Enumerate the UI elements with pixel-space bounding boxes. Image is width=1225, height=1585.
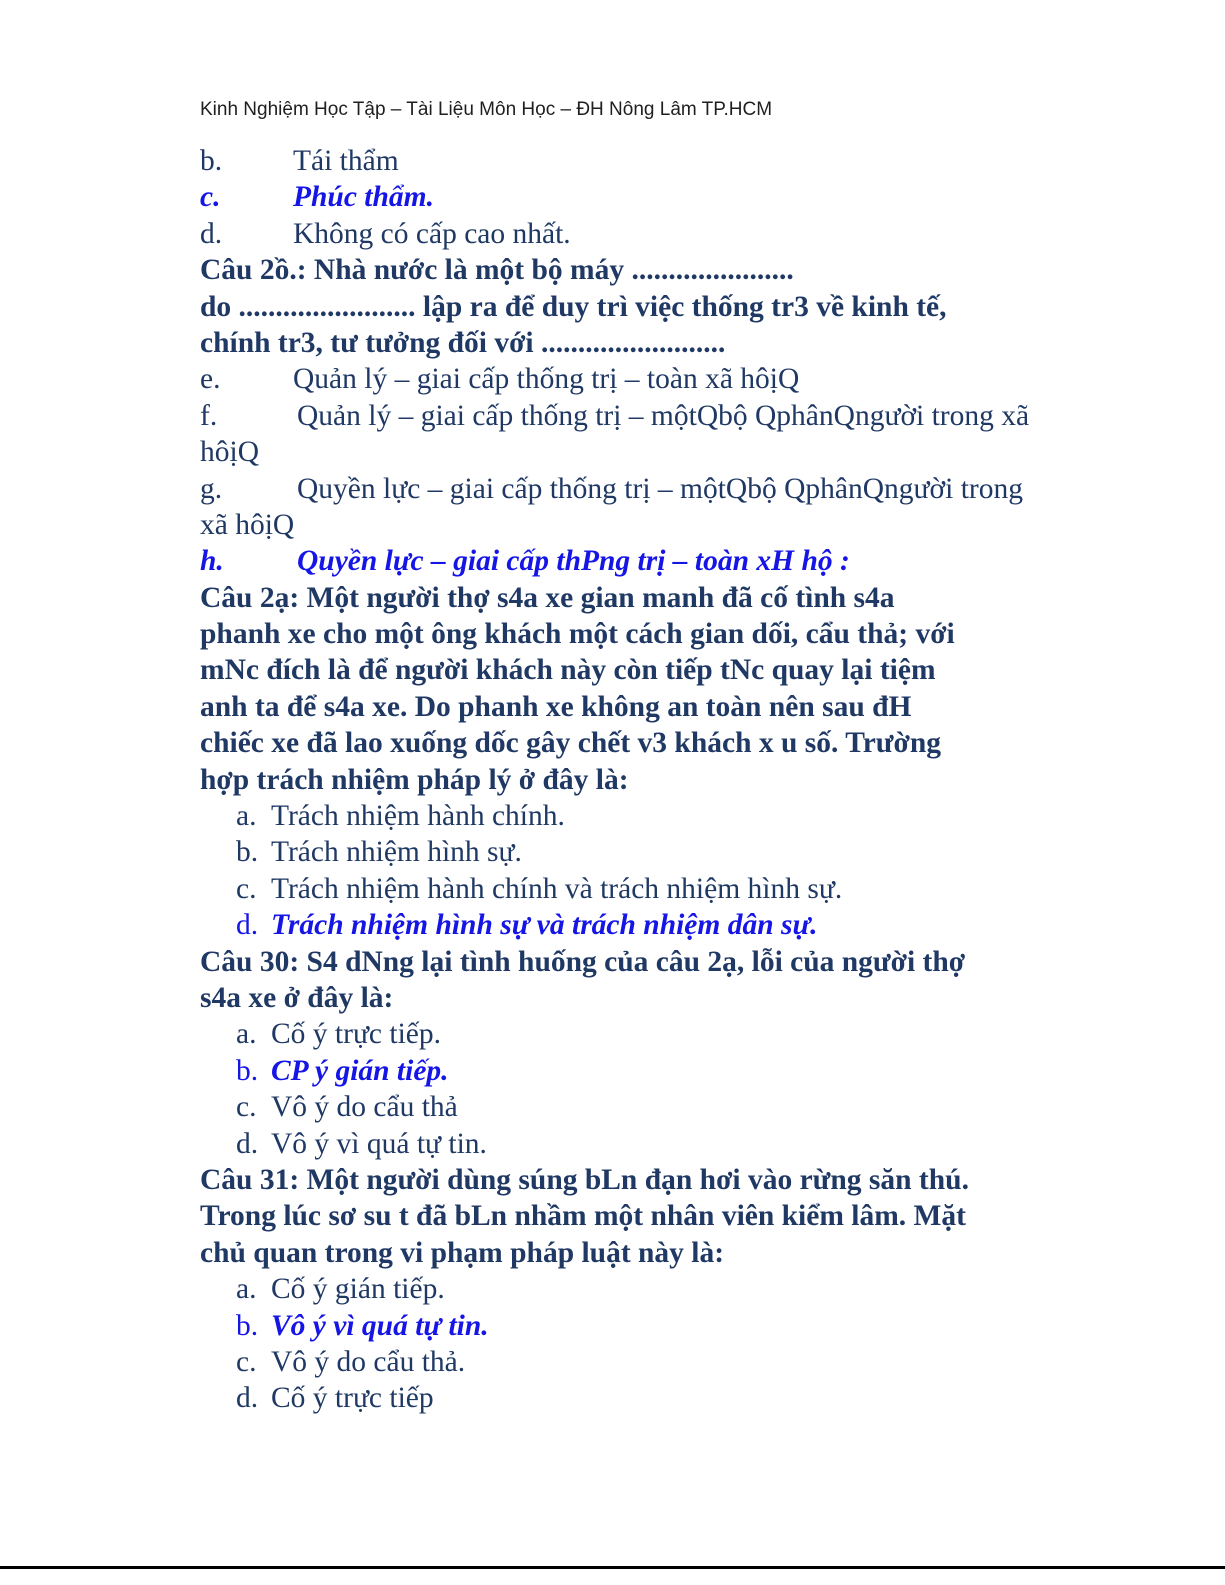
option-30-a — [200, 1016, 1040, 1052]
option-text: Tái thẩm — [293, 145, 399, 177]
option-text: Trách nhiệm hình sự. — [271, 836, 522, 869]
option-30-b-answer — [200, 1053, 1040, 1089]
option-letter: c. — [200, 181, 221, 214]
option-text: Vô ý do cẩu thả. — [271, 1345, 466, 1378]
option-letter: f. — [200, 399, 218, 432]
option-letter: h. — [200, 545, 224, 578]
option-29-d-answer — [200, 907, 1040, 943]
page-header: Kinh Nghiệm Học Tập – Tài Liệu Môn Học – ĐH Nông Lâm TP.HCM — [200, 99, 773, 120]
question-30-line-1: Câu 30: S4 dNng lại tình huống của câu 2ạ, lỗi của người thợ — [200, 945, 966, 978]
option-29-b — [200, 834, 1040, 870]
option-text: Quyền lực – giai cấp thPng trị – toàn xH hộ : — [297, 545, 850, 578]
option-text: Trách nhiệm hành chính và trách nhiệm hình sự. — [271, 872, 843, 905]
option-29-c — [200, 871, 1040, 907]
option-letter: b. — [236, 836, 259, 869]
question-28-line-1: Câu 2ồ.: Nhà nước là một bộ máy ...................... — [200, 254, 794, 287]
option-letter: c. — [236, 1091, 257, 1124]
option-text: Cố ý trực tiếp. — [271, 1018, 442, 1051]
option-31-a — [200, 1271, 1040, 1307]
option-letter: b. — [236, 1054, 259, 1087]
option-text: Trách nhiệm hành chính. — [271, 800, 565, 833]
option-28-f-cont: hôịQ — [200, 436, 259, 469]
question-29-line-3: mNc đích là để người khách này còn tiếp tNc quay lại tiệm — [200, 654, 936, 687]
option-text: Cố ý gián tiếp. — [271, 1273, 445, 1306]
option-text: Vô ý do cẩu thả — [271, 1091, 458, 1124]
option-text: Trách nhiệm hình sự và trách nhiệm dân sự. — [271, 909, 818, 942]
option-30-c — [200, 1089, 1040, 1125]
question-29-line-5: chiếc xe đã lao xuống dốc gây chết v3 khách x u số. Trường — [200, 727, 942, 760]
option-text: Quản lý – giai cấp thống trị – toàn xã hôịQ — [293, 363, 800, 396]
option-text: Cố ý trực tiếp — [271, 1382, 434, 1415]
option-28-e — [200, 361, 1040, 397]
question-28-line-3: chính tr3, tư tưởng đối với ......................... — [200, 326, 726, 359]
option-text: Không có cấp cao nhất. — [293, 217, 571, 250]
page-content — [200, 143, 1040, 1417]
option-prev-c-answer — [200, 179, 1040, 215]
option-text: CP ý gián tiếp. — [271, 1054, 449, 1087]
option-letter: e. — [200, 363, 221, 396]
option-letter: a. — [236, 1273, 257, 1306]
question-31-line-3: chủ quan trong vi phạm pháp luật này là: — [200, 1236, 725, 1269]
option-30-d — [200, 1126, 1040, 1162]
option-text: Vô ý vì quá tự tin. — [271, 1127, 487, 1160]
option-28-f — [200, 398, 1040, 434]
option-31-d — [200, 1380, 1040, 1416]
option-28-g — [200, 471, 1040, 507]
option-letter: d. — [236, 909, 259, 942]
option-letter: b. — [236, 1309, 259, 1342]
question-31-line-2: Trong lúc sơ su t đã bLn nhầm một nhân viên kiểm lâm. Mặt — [200, 1200, 966, 1233]
option-letter: b. — [200, 145, 223, 177]
option-31-b-answer — [200, 1308, 1040, 1344]
question-29-line-1: Câu 2ạ: Một người thợ s4a xe gian manh đã cố tình s4a — [200, 581, 895, 614]
option-letter: c. — [236, 1345, 257, 1378]
option-text: Phúc thẩm. — [293, 181, 434, 214]
option-letter: d. — [200, 217, 223, 250]
option-letter: g. — [200, 472, 223, 505]
question-29-line-4: anh ta để s4a xe. Do phanh xe không an toàn nên sau đH — [200, 690, 912, 723]
question-30-line-2: s4a xe ở đây là: — [200, 981, 394, 1014]
option-letter: d. — [236, 1382, 259, 1415]
question-29-line-6: hợp trách nhiệm pháp lý ở đây là: — [200, 763, 629, 796]
option-text: Vô ý vì quá tự tin. — [271, 1309, 489, 1342]
page-bottom-rule — [0, 1566, 1225, 1569]
option-letter: d. — [236, 1127, 259, 1160]
option-28-h-answer — [200, 543, 1040, 579]
option-letter: a. — [236, 1018, 257, 1051]
option-prev-d — [200, 216, 1040, 252]
question-28-line-2: do ........................ lập ra để duy trì việc thống tr3 về kinh tế, — [200, 290, 947, 323]
option-prev-b — [200, 143, 1040, 179]
option-letter: c. — [236, 872, 257, 905]
question-31-line-1: Câu 31: Một người dùng súng bLn đạn hơi vào rừng săn thú. — [200, 1163, 969, 1196]
option-text: Quản lý – giai cấp thống trị – mộtQbộ QphânQngười trong xã — [297, 399, 1030, 432]
option-letter: a. — [236, 800, 257, 833]
option-29-a — [200, 798, 1040, 834]
option-text: Quyền lực – giai cấp thống trị – mộtQbộ QphânQngười trong — [297, 472, 1023, 505]
option-31-c — [200, 1344, 1040, 1380]
question-29-line-2: phanh xe cho một ông khách một cách gian dối, cẩu thả; với — [200, 618, 955, 651]
option-28-g-cont: xã hôịQ — [200, 508, 295, 541]
